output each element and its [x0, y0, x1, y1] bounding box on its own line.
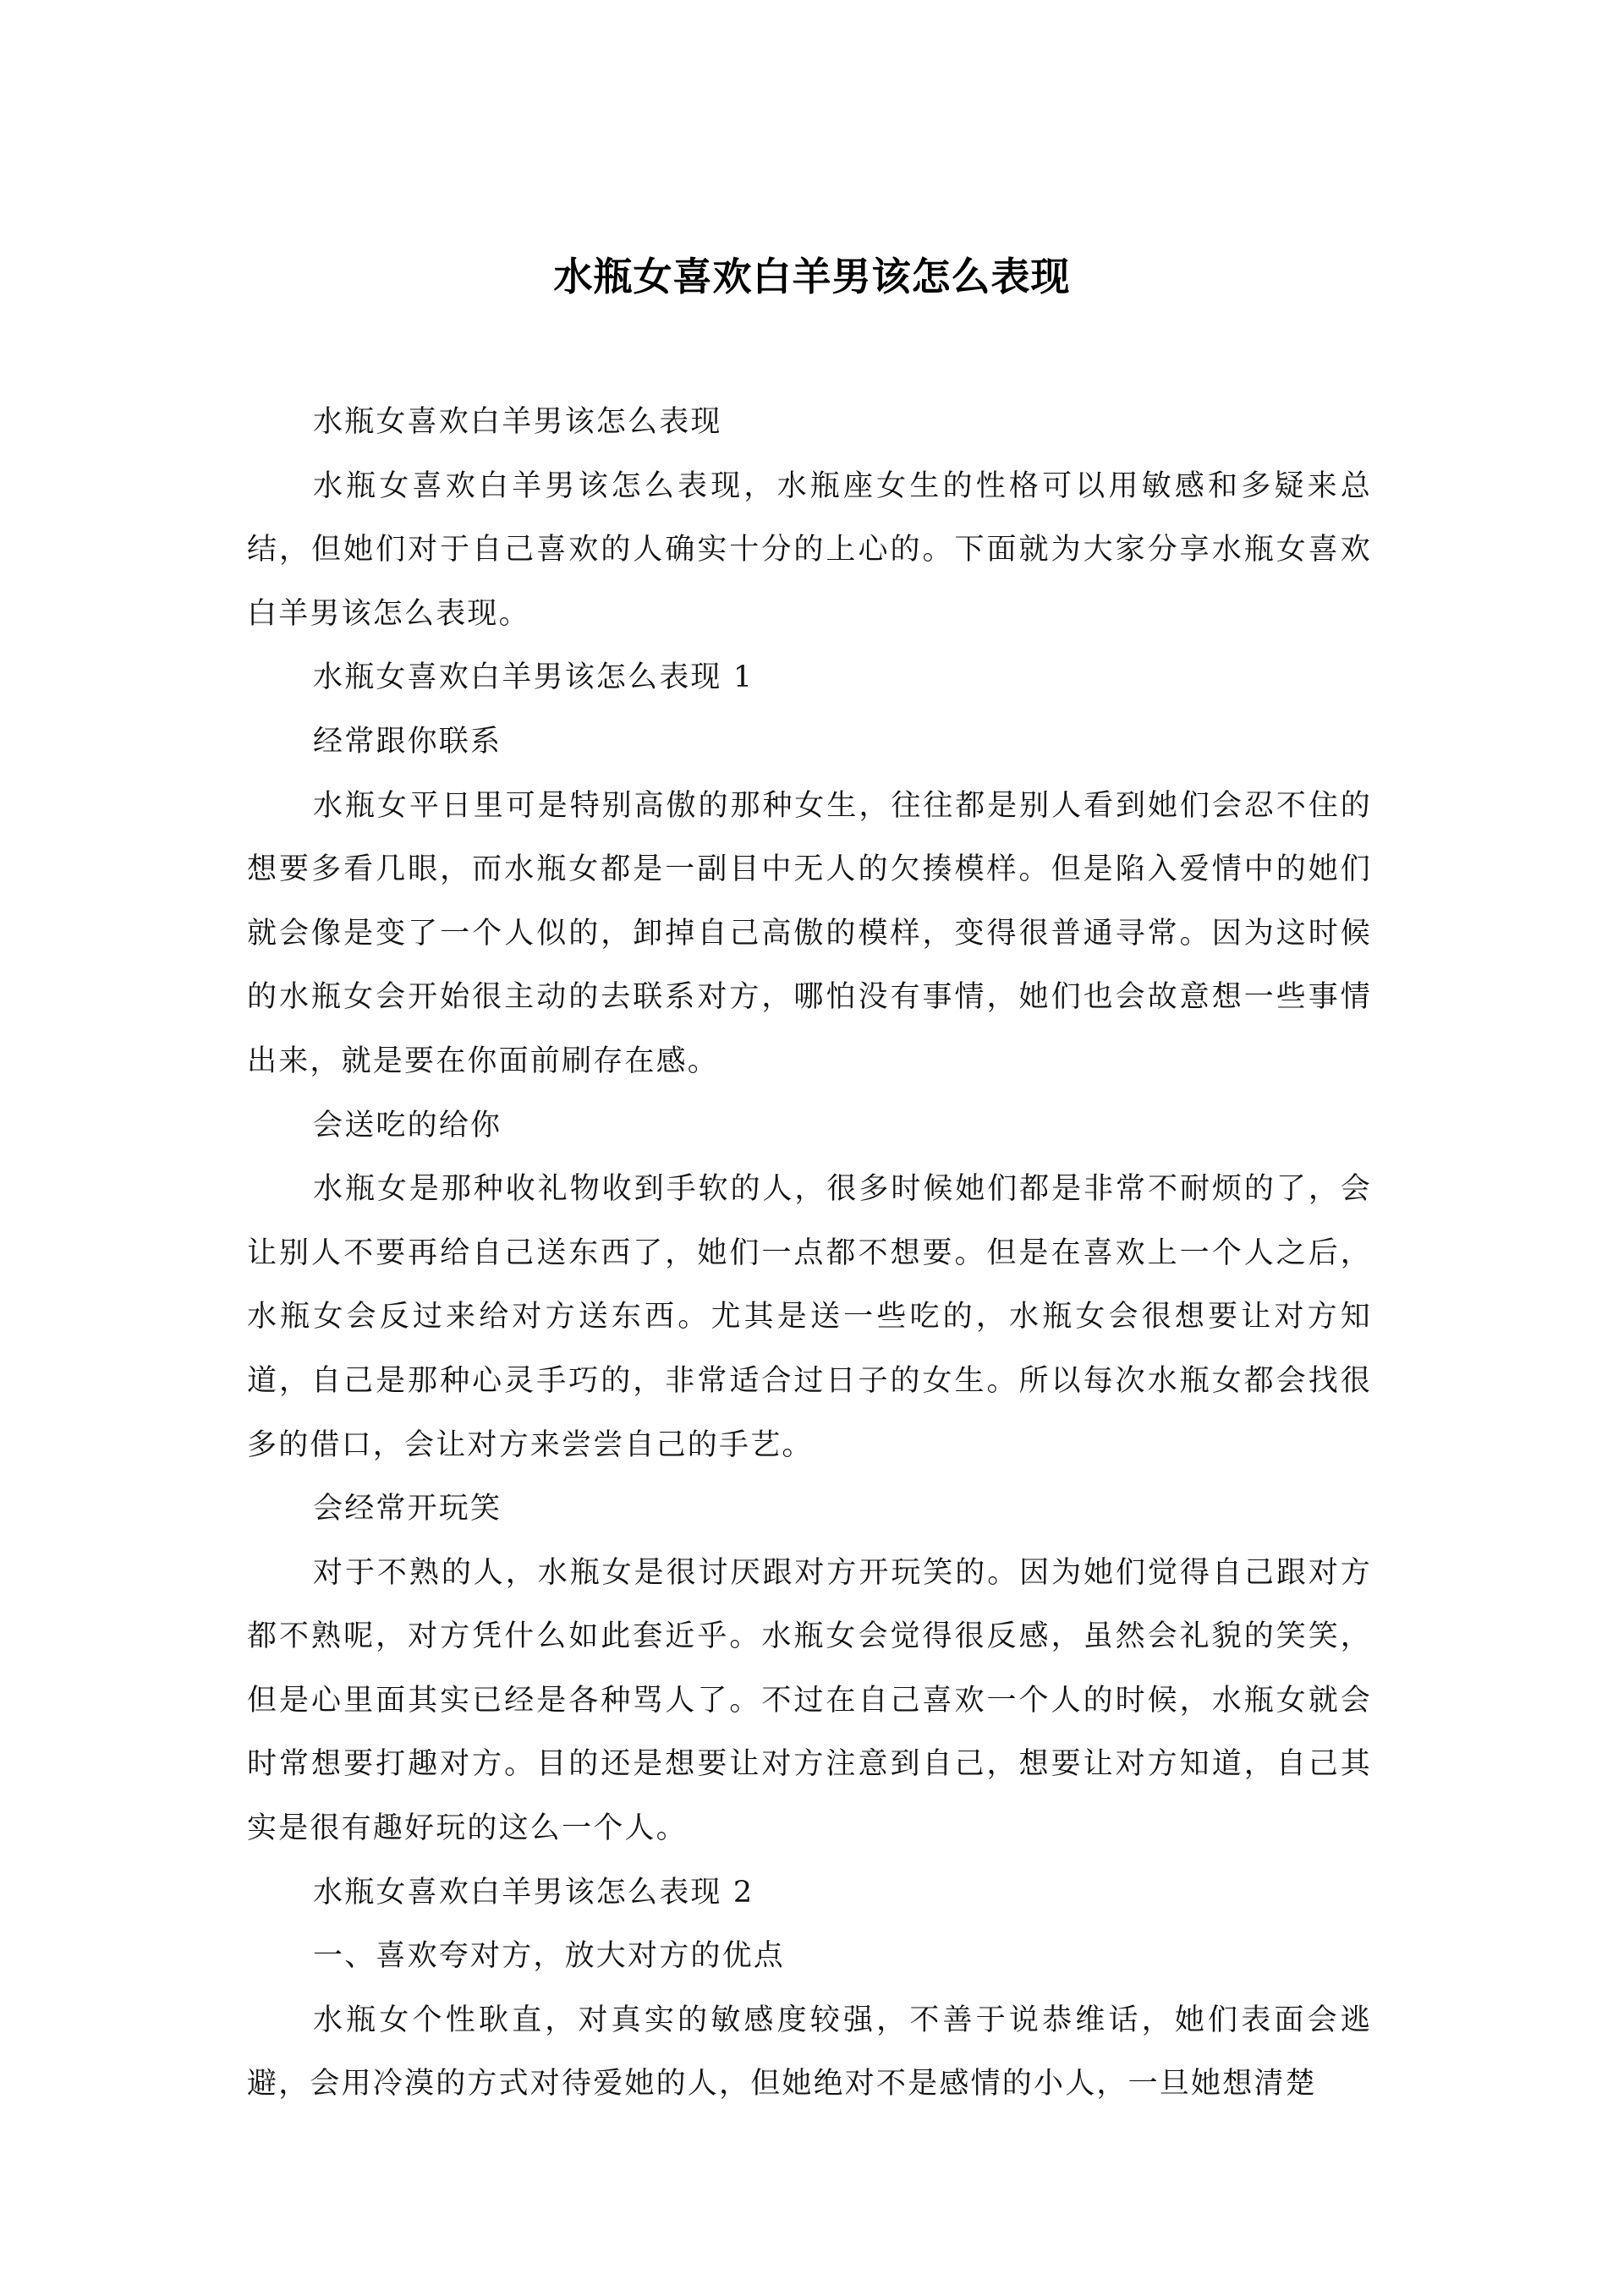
paragraph-food: 水瓶女是那种收礼物收到手软的人，很多时候她们都是非常不耐烦的了，会让别人不要再给自己送东西了，她们一点都不想要。但是在喜欢上一个人之后，水瓶女会反过来给对方送东西。尤其是送一些吃的，水瓶女会很想要让对方知道，自己是那种心灵手巧的，非常适合过日子的女生。所以每次水瓶女都会找很多的借口，会让对方来尝尝自己的手艺。 — [247, 1172, 1372, 1462]
paragraph-praise: 水瓶女个性耿直，对真实的敏感度较强，不善于说恭维话，她们表面会逃避，会用冷漠的方式对待爱她的人，但她绝对不是感情的小人，一旦她想清楚 — [247, 2003, 1372, 2101]
section-heading-1: 水瓶女喜欢白羊男该怎么表现 1 — [313, 660, 754, 695]
subheading-jokes: 会经常开玩笑 — [313, 1492, 502, 1526]
paragraph-intro: 水瓶女喜欢白羊男该怎么表现，水瓶座女生的性格可以用敏感和多疑来总结，但她们对于自己喜欢的人确实十分的上心的。下面就为大家分享水瓶女喜欢白羊男该怎么表现。 — [247, 469, 1372, 631]
subheading-food: 会送吃的给你 — [313, 1108, 502, 1143]
paragraph-jokes: 对于不熟的人，水瓶女是很讨厌跟对方开玩笑的。因为她们觉得自己跟对方都不熟呢，对方凭什么如此套近乎。水瓶女会觉得很反感，虽然会礼貌的笑笑，但是心里面其实已经是各种骂人了。不过在自己喜欢一个人的时候，水瓶女就会时常想要打趣对方。目的还是想要让对方注意到自己，想要让对方知道，自己其实是很有趣好玩的这么一个人。 — [247, 1555, 1372, 1846]
subheading-praise: 一、喜欢夸对方，放大对方的优点 — [313, 1939, 786, 1974]
document-title: 水瓶女喜欢白羊男该怎么表现 — [553, 254, 1071, 299]
paragraph-contact: 水瓶女平日里可是特别高傲的那种女生，往往都是别人看到她们会忍不住的想要多看几眼，而水瓶女都是一副目中无人的欠揍模样。但是陷入爱情中的她们就会像是变了一个人似的，卸掉自己高傲的模样，变得很普通寻常。因为这时候的水瓶女会开始很主动的去联系对方，哪怕没有事情，她们也会故意想一些事情出来，就是要在你面前刷存在感。 — [247, 788, 1372, 1078]
document-body — [247, 391, 1372, 2117]
subheading-contact: 经常跟你联系 — [313, 724, 502, 759]
section-heading-2: 水瓶女喜欢白羊男该怎么表现 2 — [313, 1875, 754, 1910]
paragraph-heading: 水瓶女喜欢白羊男该怎么表现 — [313, 405, 722, 439]
